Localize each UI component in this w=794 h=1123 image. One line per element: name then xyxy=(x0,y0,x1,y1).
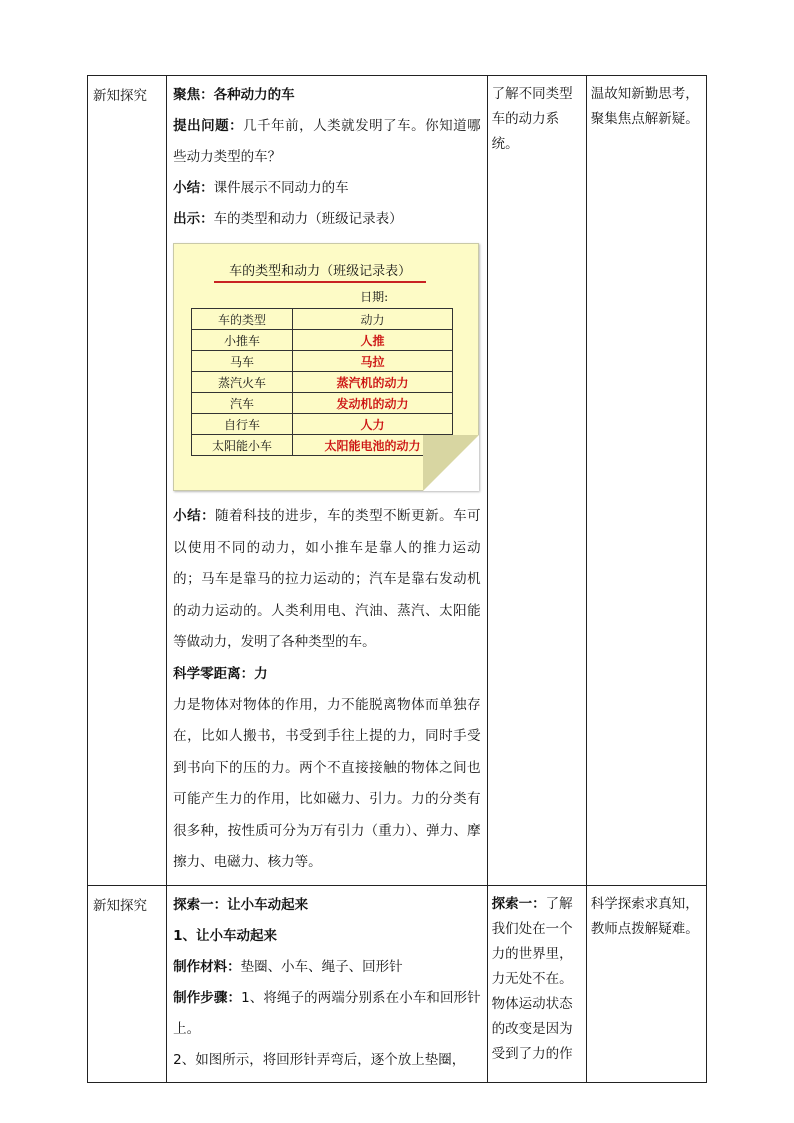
goal-cell xyxy=(487,885,586,1082)
record-power: 人力 xyxy=(292,414,452,435)
record-table xyxy=(191,308,453,456)
science-heading-text: 科学零距离：力 xyxy=(173,665,268,682)
steps-paragraph xyxy=(173,983,481,1045)
record-row xyxy=(192,435,453,456)
stage-cell: 新知探究 xyxy=(88,76,167,886)
focus-text: 各种动力的车 xyxy=(213,87,295,103)
table-row xyxy=(88,76,707,886)
record-card-image xyxy=(173,243,479,491)
record-type: 蒸汽火车 xyxy=(192,372,293,393)
focus-label: 聚焦： xyxy=(173,87,214,103)
steps-label: 制作步骤： xyxy=(173,989,242,1006)
record-power: 马拉 xyxy=(292,351,452,372)
materials-text: 垫圈、小车、绳子、回形针 xyxy=(240,958,403,975)
show-label: 出示： xyxy=(173,211,214,227)
explore-heading-text: 探索一：让小车动起来 xyxy=(173,896,309,913)
record-power: 太阳能电池的动力 xyxy=(292,435,452,456)
content-cell xyxy=(167,885,488,1082)
record-power: 人推 xyxy=(292,330,452,351)
goal-text: 了解我们处在一个力的世界里，力无处不在。物体运动状态的改变是因为受到了力的作 xyxy=(491,895,573,1062)
method-cell xyxy=(586,885,706,1082)
summary-label: 小结： xyxy=(173,180,214,196)
steps-text: 1、将绳子的两端分别系在小车和回形针上。 xyxy=(173,989,481,1037)
title-underline xyxy=(214,281,426,283)
goal-text: 了解不同类型车的动力系统。 xyxy=(491,86,573,152)
record-row xyxy=(192,330,453,351)
question-text: 几千年前，人类就发明了车。你知道哪些动力类型的车？ xyxy=(173,118,481,165)
record-type: 马车 xyxy=(192,351,293,372)
focus-line xyxy=(173,80,481,111)
record-header-row xyxy=(192,309,453,330)
question-paragraph xyxy=(173,111,481,173)
record-type: 太阳能小车 xyxy=(192,435,293,456)
record-card-title: 车的类型和动力（班级记录表） xyxy=(229,264,412,279)
science-paragraph: 力是物体对物体的作用，力不能脱离物体而单独存在，比如人搬书，书受到手往上提的力，同时手受到书向下的压的力。两个不直接接触的物体之间也可能产生力的作用，比如磁力、引力。力的分类有很多种，按性质可分为万有引力（重力）、弹力、摩擦力、电磁力、核力等。 xyxy=(173,696,481,870)
content-cell xyxy=(167,76,488,886)
sub-heading xyxy=(173,921,481,952)
method-text: 温故知新勤思考，聚集焦点解新疑。 xyxy=(590,86,699,127)
record-type: 小推车 xyxy=(192,330,293,351)
goal-paragraph xyxy=(492,892,583,1067)
step2-paragraph: 2、如图所示，将回形针弄弯后，逐个放上垫圈， xyxy=(173,1051,466,1068)
materials-line xyxy=(173,952,481,983)
explore-heading xyxy=(173,890,481,921)
record-power: 蒸汽机的动力 xyxy=(292,372,452,393)
summary2-text: 随着科技的进步，车的类型不断更新。车可以使用不同的动力，如小推车是靠人的推力运动的；马车是靠马的拉力运动的；汽车是靠右发动机的动力运动的。人类利用电、汽油、蒸汽、太阳能等做动力，发明了各种类型的车。 xyxy=(173,508,481,650)
lesson-plan-table xyxy=(87,75,707,1083)
sub-heading-text: 1、让小车动起来 xyxy=(173,927,278,944)
record-row xyxy=(192,393,453,414)
record-row xyxy=(192,414,453,435)
table-row xyxy=(88,885,707,1082)
method-cell xyxy=(586,76,706,886)
record-type: 汽车 xyxy=(192,393,293,414)
method-text: 科学探索求真知，教师点拨解疑难。 xyxy=(590,895,699,937)
show-text: 车的类型和动力（班级记录表） xyxy=(213,211,403,227)
science-heading xyxy=(173,659,481,690)
goal-cell xyxy=(487,76,586,886)
summary-line xyxy=(173,173,481,204)
question-label: 提出问题： xyxy=(173,118,244,134)
materials-label: 制作材料： xyxy=(173,958,241,975)
record-header-power: 动力 xyxy=(292,309,452,330)
record-row xyxy=(192,372,453,393)
record-header-type: 车的类型 xyxy=(192,309,293,330)
summary-text: 课件展示不同动力的车 xyxy=(213,180,349,196)
goal-label: 探索一： xyxy=(491,895,546,912)
record-row xyxy=(192,351,453,372)
record-type: 自行车 xyxy=(192,414,293,435)
record-power: 发动机的动力 xyxy=(292,393,452,414)
page-curl xyxy=(423,435,479,491)
show-line xyxy=(173,204,481,235)
record-date-label: 日期: xyxy=(360,290,389,304)
summary2-paragraph xyxy=(173,501,481,659)
stage-cell: 新知探究 xyxy=(88,885,167,1082)
summary2-label: 小结： xyxy=(173,508,216,524)
